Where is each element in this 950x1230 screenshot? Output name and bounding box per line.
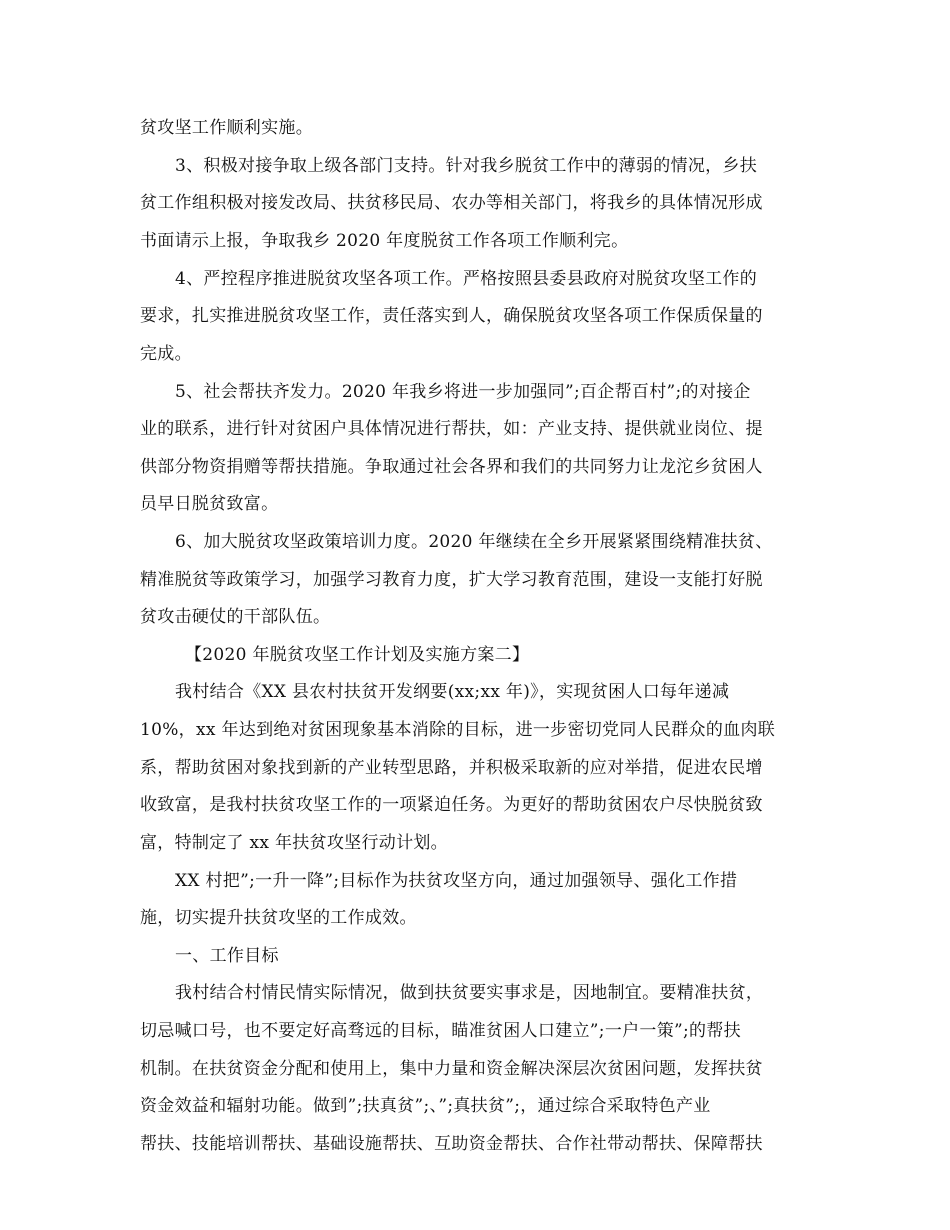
- text-line: 供部分物资捐赠等帮扶措施。争取通过社会各界和我们的共同努力让龙沱乡贫困人: [140, 457, 763, 477]
- text-line: 10%，xx 年达到绝对贫困现象基本消除的目标，进一步密切党同人民群众的血肉联: [140, 720, 776, 740]
- text-line: 贫工作组积极对接发改局、扶贫移民局、农办等相关部门，将我乡的具体情况形成: [140, 193, 763, 213]
- text-line: 6、加大脱贫攻坚政策培训力度。2020 年继续在全乡开展紧紧围绕精准扶贫、: [175, 532, 773, 552]
- text-line: 3、积极对接争取上级各部门支持。针对我乡脱贫工作中的薄弱的情况，乡扶: [175, 156, 758, 176]
- text-line: 我村结合《XX 县农村扶贫开发纲要(xx;xx 年)》，实现贫困人口每年递减: [175, 682, 730, 702]
- text-line: 完成。: [140, 344, 192, 364]
- text-line: 4、严控程序推进脱贫攻坚各项工作。严格按照县委县政府对脱贫攻坚工作的: [175, 269, 758, 289]
- text-line: 业的联系，进行针对贫困户具体情况进行帮扶，如：产业支持、提供就业岗位、提: [140, 419, 763, 439]
- text-line: 5、社会帮扶齐发力。2020 年我乡将进一步加强同”;百企帮百村”;的对接企: [175, 382, 751, 402]
- text-line: 切忌喊口号，也不要定好高骛远的目标，瞄准贫困人口建立”;一户一策”;的帮扶: [140, 1021, 741, 1041]
- subsection-heading: 一、工作目标: [175, 946, 279, 966]
- text-line: 贫攻击硬仗的干部队伍。: [140, 607, 331, 627]
- text-line: 员早日脱贫致富。: [140, 494, 279, 514]
- text-line: 系，帮助贫困对象找到新的产业转型思路，并积极采取新的应对举措，促进农民增: [140, 758, 763, 778]
- text-line: 富，特制定了 xx 年扶贫攻坚行动计划。: [140, 833, 448, 853]
- text-line: 机制。在扶贫资金分配和使用上，集中力量和资金解决深层次贫困问题，发挥扶贫: [140, 1059, 763, 1079]
- text-line: 施，切实提升扶贫攻坚的工作成效。: [140, 908, 417, 928]
- text-line: 贫攻坚工作顺利实施。: [140, 118, 313, 138]
- text-line: 我村结合村情民情实际情况，做到扶贫要实事求是，因地制宜。要精准扶贫，: [175, 983, 764, 1003]
- text-line: 资金效益和辐射功能。做到”;扶真贫”;、”;真扶贫”;，通过综合采取特色产业: [140, 1096, 711, 1116]
- text-line: 书面请示上报，争取我乡 2020 年度脱贫工作各项工作顺利完。: [140, 231, 629, 251]
- text-line: 精准脱贫等政策学习，加强学习教育力度，扩大学习教育范围，建设一支能打好脱: [140, 570, 763, 590]
- text-line: 收致富，是我村扶贫攻坚工作的一项紧迫任务。为更好的帮助贫困农户尽快脱贫致: [140, 795, 763, 815]
- text-line: 帮扶、技能培训帮扶、基础设施帮扶、互助资金帮扶、合作社带动帮扶、保障帮扶: [140, 1134, 763, 1154]
- text-line: XX 村把”;一升一降”;目标作为扶贫攻坚方向，通过加强领导、强化工作措: [175, 871, 738, 891]
- text-line: 要求，扎实推进脱贫攻坚工作，责任落实到人，确保脱贫攻坚各项工作保质保量的: [140, 306, 763, 326]
- section-title: 【2020 年脱贫攻坚工作计划及实施方案二】: [185, 645, 530, 665]
